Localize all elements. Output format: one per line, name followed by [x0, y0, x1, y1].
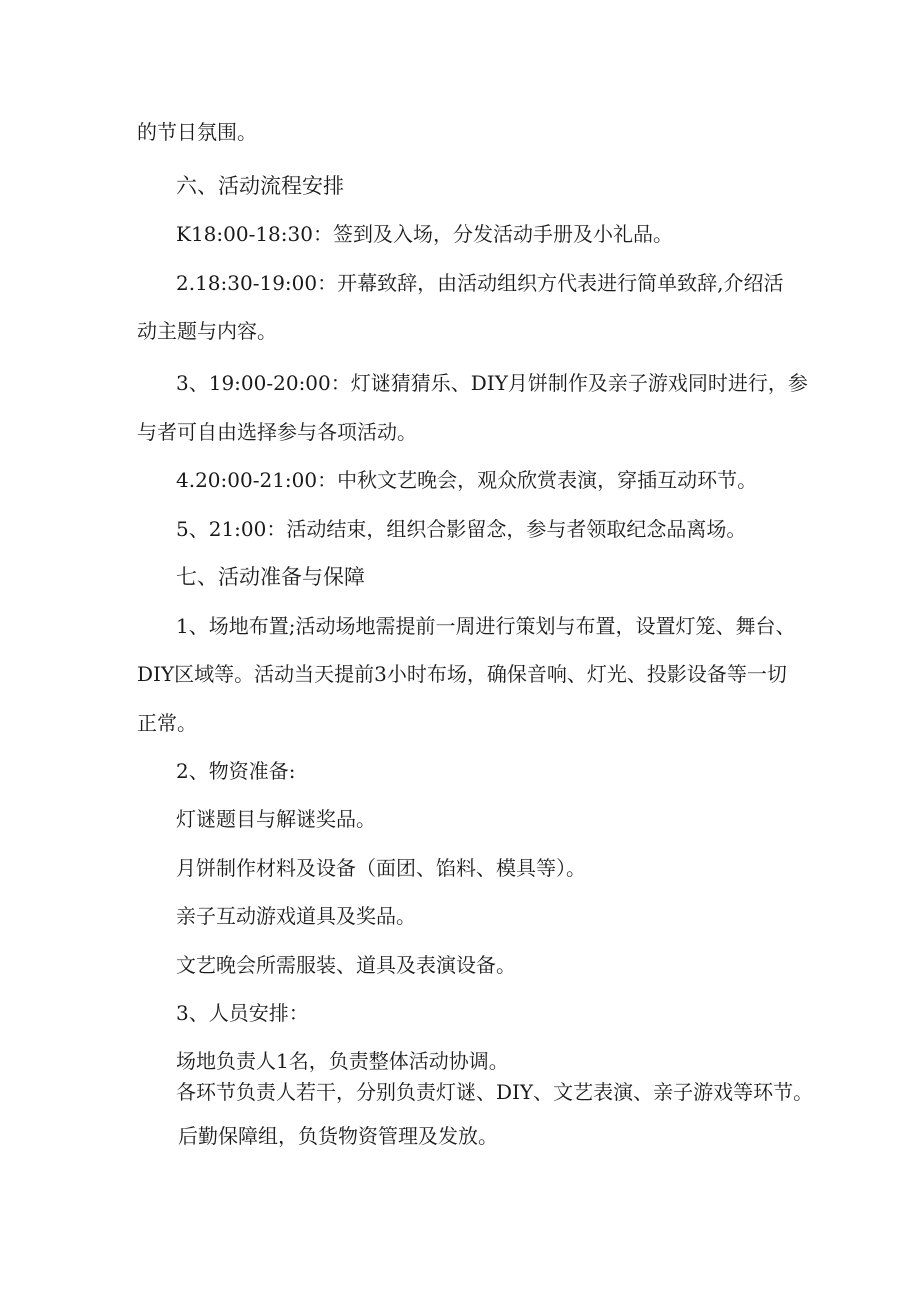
paragraph-line: DIY区域等。活动当天提前3小时布场，确保音响、灯光、投影设备等一切 [137, 662, 787, 686]
list-item: 各环节负责人若干，分别负责灯谜、DIY、文艺表演、亲子游戏等环节。 [176, 1080, 814, 1104]
section-heading: 七、活动准备与保障 [176, 565, 365, 589]
list-item: 后勤保障组，负货物资管理及发放。 [178, 1124, 498, 1148]
paragraph-line: 2.18:30-19:00：开幕致辞，由活动组织方代表进行简单致辞,介绍活 [176, 271, 784, 295]
paragraph-line: 1、场地布置;活动场地需提前一周进行策划与布置，设置灯笼、舞台、 [176, 614, 796, 638]
list-item: 灯谜题目与解谜奖品。 [176, 807, 376, 831]
list-item: 场地负责人1名，负责整体活动协调。 [176, 1049, 509, 1073]
paragraph-line: 5、21:00：活动结束，组织合影留念，参与者领取纪念品离场。 [176, 517, 747, 541]
paragraph-line: 动主题与内容。 [137, 319, 277, 343]
paragraph-line: 2、物资准备: [176, 759, 296, 783]
paragraph-line: 3、19:00-20:00：灯谜猜猜乐、DIY月饼制作及亲子游戏同时进行，参 [176, 371, 808, 395]
list-item: 文艺晚会所需服装、道具及表演设备。 [176, 953, 516, 977]
list-item: 亲子互动游戏道具及奖品。 [176, 904, 416, 928]
section-heading: 六、活动流程安排 [176, 174, 344, 198]
paragraph-line: 与者可自由选择参与各项活动。 [137, 420, 417, 444]
paragraph-line: K18:00-18:30：签到及入场，分发活动手册及小礼品。 [176, 222, 673, 246]
paragraph-line: 3、人员安排： [176, 1001, 309, 1025]
paragraph-line: 4.20:00-21:00：中秋文艺晚会，观众欣赏表演，穿插互动环节。 [176, 468, 758, 492]
paragraph-line: 正常。 [137, 711, 197, 735]
paragraph-line: 的节日氛围。 [137, 120, 257, 144]
list-item: 月饼制作材料及设备（面团、馅料、模具等）。 [176, 856, 586, 880]
